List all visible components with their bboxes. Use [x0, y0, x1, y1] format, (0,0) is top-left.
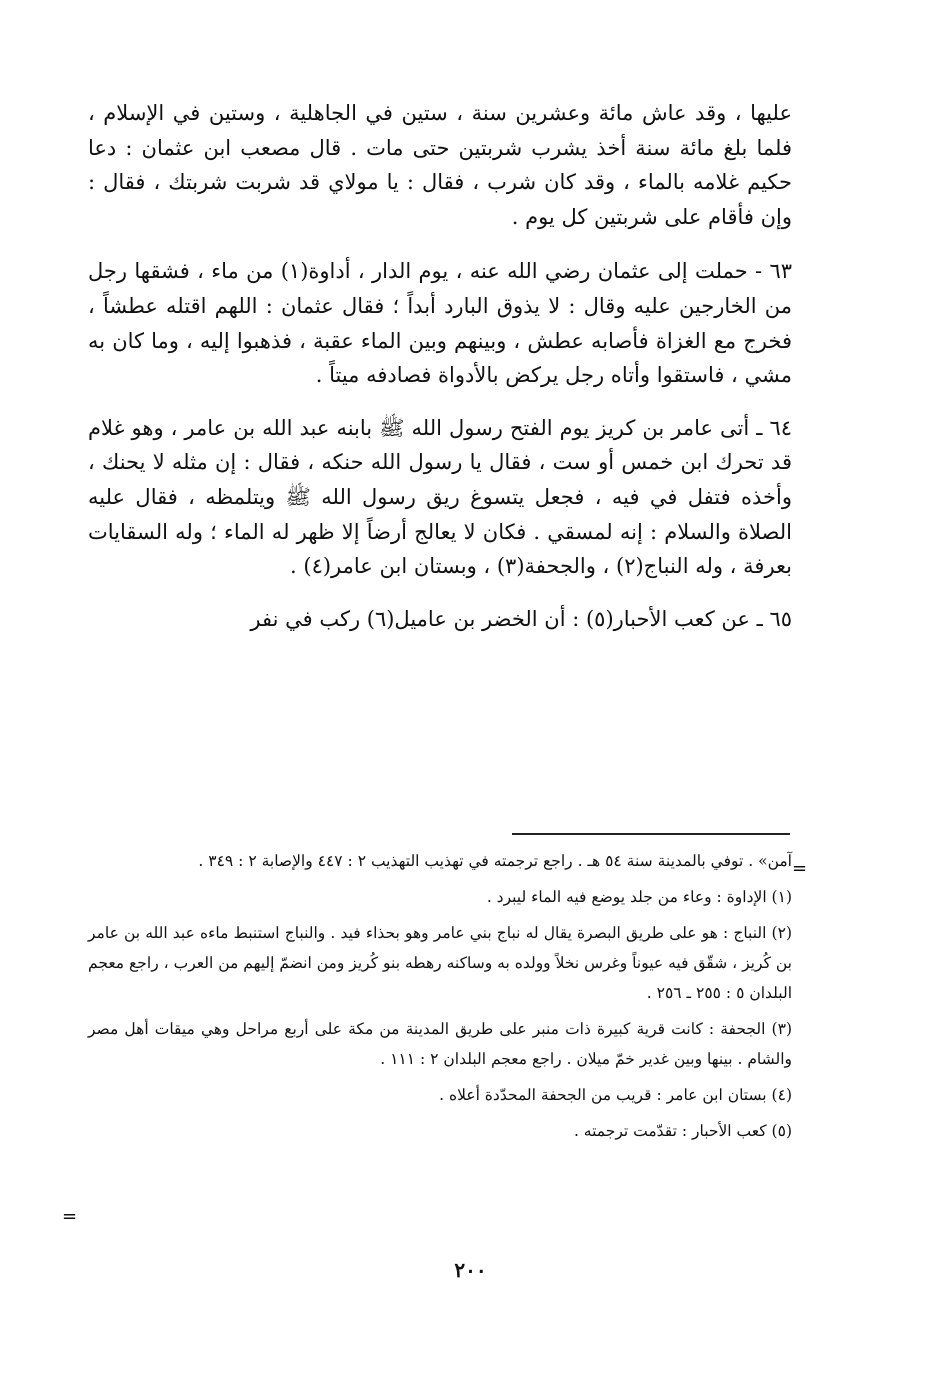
paragraph-65: ٦٥ ـ عن كعب الأحبار(٥) : أن الخضر بن عاميل(٦) ركب في نفر [250, 606, 792, 631]
footnote-continuation: آمن» . توفي بالمدينة سنة ٥٤ هـ . راجع ترجمته في تهذيب التهذيب ٢ : ٤٤٧ والإصابة ٢ : ٣٤٩ . [198, 852, 792, 870]
footnote-5: (٥) كعب الأحبار : تقدّمت ترجمته . [573, 1122, 792, 1140]
footnotes [88, 846, 792, 1152]
footnote-1: (١) الإداوة : وعاء من جلد يوضع فيه الماء ليبرد . [486, 888, 792, 906]
main-text [88, 96, 792, 654]
continuation-mark-top: = [792, 858, 808, 879]
paragraph-64: ٦٤ ـ أتى عامر بن كريز يوم الفتح رسول الله ﷺ بابنه عبد الله بن عامر ، وهو غلام قد تحرك ابن خمس أو ست ، فقال يا رسول الله حنكه ، فقال : إن مثله لا يحنك ، وأخذه فتفل في فيه ، فجعل يتسوغ ريق رسول الله ﷺ ويتلمظه ، فقال عليه الصلاة والسلام : إنه لمسقي . فكان لا يعالج أرضاً إلا ظهر له الماء ؛ وله السقايات بعرفة ، وله النباج(٢) ، والجحفة(٣) ، وبستان ابن عامر(٤) . [88, 415, 792, 579]
footnote-separator [512, 833, 790, 835]
footnote-4: (٤) بستان ابن عامر : قريب من الجحفة المحدّدة أعلاه . [439, 1086, 792, 1104]
page-number: ٢٠٠ [454, 1258, 487, 1282]
paragraph-continuation: عليها ، وقد عاش مائة وعشرين سنة ، ستين في الجاهلية ، وستين في الإسلام ، فلما بلغ مائة سنة أخذ يشرب شربتين حتى مات . قال مصعب ابن عثمان : دعا حكيم غلامه بالماء ، وقد كان شرب ، فقال : يا مولاي قد شربت شربتك ، فقال : وإن فأقام على شربتين كل يوم . [88, 101, 792, 229]
continuation-mark-bottom: = [62, 1206, 78, 1227]
footnote-3: (٣) الجحفة : كانت قرية كبيرة ذات منبر على طريق المدينة من مكة على أربع مراحل وهي ميقات أهل مصر والشام . بينها وبين غدير خمّ ميلان . راجع معجم البلدان ٢ : ١١١ . [88, 1020, 792, 1068]
paragraph-63: ٦٣ - حملت إلى عثمان رضي الله عنه ، يوم الدار ، أداوة(١) من ماء ، فشقها رجل من الخارجين عليه وقال : لا يذوق البارد أبداً ؛ فقال عثمان : اللهم اقتله عطشاً ، فخرج مع الغزاة فأصابه عطش ، وبينهم وبين الماء عقبة ، فذهبوا إليه ، وما كان به مشي ، فاستقوا وأتاه رجل يركض بالأدواة فصادفه ميتاً . [88, 259, 793, 388]
footnote-2: (٢) النباج : هو على طريق البصرة يقال له نباج بني عامر وهو بحذاء فيد . والنباج استنبط ماءه عبد الله بن عامر بن كُريز ، شقّق فيه عيوناً وغرس نخلاً وولده به وساكنه رهطه بنو كُريز ومن انضمّ إليهم من العرب ، راجع معجم البلدان ٥ : ٢٥٥ ـ ٢٥٦ . [88, 924, 792, 1002]
